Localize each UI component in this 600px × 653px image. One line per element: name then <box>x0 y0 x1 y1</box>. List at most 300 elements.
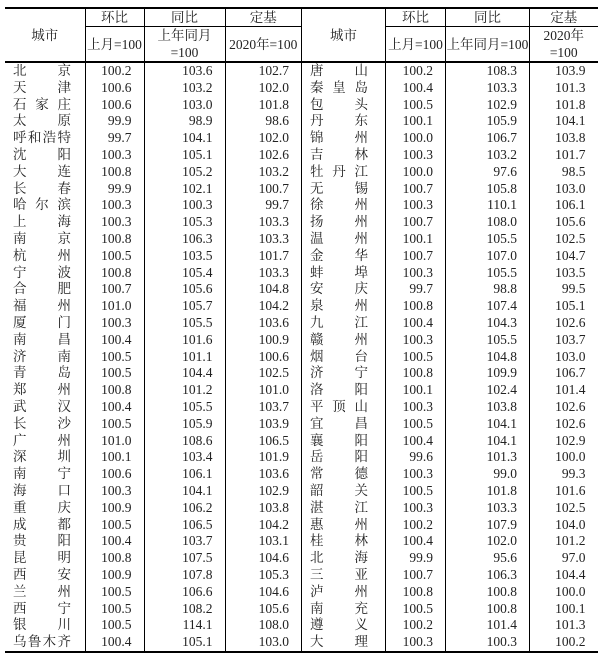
yoy-cell: 105.1 <box>144 147 225 164</box>
city-name: 丹 东 <box>310 113 368 129</box>
table-row <box>302 617 598 634</box>
mom-cell: 100.4 <box>386 315 446 332</box>
table-row <box>5 281 301 298</box>
mom-cell: 100.6 <box>85 80 144 97</box>
header-mom-base: 上月=100 <box>85 27 144 63</box>
city-cell <box>302 147 386 164</box>
yoy-cell: 106.5 <box>144 517 225 534</box>
city-name: 锦 州 <box>310 130 368 146</box>
fixed-base-cell: 104.6 <box>225 584 301 601</box>
mom-cell: 100.1 <box>386 382 446 399</box>
mom-cell: 100.5 <box>85 617 144 634</box>
table-row <box>302 349 598 366</box>
mom-cell: 99.9 <box>85 181 144 198</box>
city-name: 唐 山 <box>310 63 368 78</box>
city-cell <box>302 80 386 97</box>
city-name: 呼 和 浩 特 <box>13 130 71 146</box>
yoy-cell: 101.4 <box>446 617 530 634</box>
city-cell <box>5 500 85 517</box>
mom-cell: 100.7 <box>386 567 446 584</box>
yoy-cell: 105.8 <box>446 181 530 198</box>
mom-cell: 100.6 <box>85 97 144 114</box>
yoy-cell: 103.0 <box>144 97 225 114</box>
city-name: 桂 林 <box>310 533 368 549</box>
yoy-cell: 102.9 <box>446 97 530 114</box>
mom-cell: 100.5 <box>85 416 144 433</box>
city-cell <box>5 449 85 466</box>
city-cell <box>5 483 85 500</box>
fixed-base-cell: 101.8 <box>530 97 598 114</box>
table-row <box>5 315 301 332</box>
city-name: 北 京 <box>13 63 71 78</box>
fixed-base-cell: 101.3 <box>530 80 598 97</box>
table-row <box>302 449 598 466</box>
fixed-base-cell: 105.6 <box>530 214 598 231</box>
table-row <box>5 298 301 315</box>
mom-cell: 100.3 <box>386 634 446 652</box>
yoy-cell: 105.9 <box>144 416 225 433</box>
fixed-base-cell: 103.0 <box>530 181 598 198</box>
city-cell <box>5 147 85 164</box>
fixed-base-cell: 103.8 <box>225 500 301 517</box>
table-row <box>302 433 598 450</box>
city-cell <box>5 97 85 114</box>
yoy-cell: 105.9 <box>446 113 530 130</box>
price-index-table-left <box>5 7 301 653</box>
yoy-cell: 98.8 <box>446 281 530 298</box>
fixed-base-cell: 100.6 <box>225 349 301 366</box>
table-row <box>302 500 598 517</box>
fixed-base-cell: 103.6 <box>225 315 301 332</box>
mom-cell: 100.3 <box>386 197 446 214</box>
city-name: 兰 州 <box>13 583 71 599</box>
city-name: 金 华 <box>310 247 368 263</box>
yoy-cell: 102.4 <box>446 382 530 399</box>
city-cell <box>302 483 386 500</box>
header-fixed-base: 定基 <box>225 8 301 27</box>
table-row <box>5 567 301 584</box>
mom-cell: 100.5 <box>85 584 144 601</box>
fixed-base-cell: 100.1 <box>530 601 598 618</box>
mom-cell: 100.4 <box>386 433 446 450</box>
price-index-table-right <box>301 7 598 653</box>
header-city: 城市 <box>330 27 357 43</box>
yoy-cell: 105.5 <box>446 231 530 248</box>
table-row <box>5 214 301 231</box>
fixed-base-cell: 103.3 <box>225 265 301 282</box>
table-row <box>5 365 301 382</box>
city-cell <box>302 281 386 298</box>
table-body-right <box>302 62 598 652</box>
fixed-base-cell: 103.3 <box>225 231 301 248</box>
table-row <box>5 449 301 466</box>
yoy-cell: 101.8 <box>446 483 530 500</box>
yoy-cell: 100.8 <box>446 601 530 618</box>
table-header-right <box>302 8 598 62</box>
city-cell <box>5 365 85 382</box>
city-name: 杭 州 <box>13 247 71 263</box>
mom-cell: 100.5 <box>386 349 446 366</box>
city-name: 济 宁 <box>310 365 368 381</box>
city-cell <box>302 433 386 450</box>
city-cell <box>5 567 85 584</box>
table-row <box>302 281 598 298</box>
city-name: 郑 州 <box>13 382 71 398</box>
city-name: 蚌 埠 <box>310 264 368 280</box>
fixed-base-cell: 101.6 <box>530 483 598 500</box>
city-cell <box>302 500 386 517</box>
yoy-cell: 105.5 <box>144 315 225 332</box>
table-row <box>302 483 598 500</box>
city-name: 长 沙 <box>13 415 71 431</box>
yoy-cell: 107.4 <box>446 298 530 315</box>
header-yoy: 同比 <box>144 8 225 27</box>
table-row <box>5 399 301 416</box>
mom-cell: 100.7 <box>386 248 446 265</box>
city-name: 西 宁 <box>13 600 71 616</box>
table-row <box>302 214 598 231</box>
mom-cell: 100.5 <box>85 601 144 618</box>
city-cell <box>5 248 85 265</box>
city-cell <box>302 533 386 550</box>
table-row <box>302 332 598 349</box>
city-name: 重 庆 <box>13 499 71 515</box>
city-cell <box>5 634 85 652</box>
fixed-base-cell: 102.9 <box>225 483 301 500</box>
header-yoy-base: 上年同月=100 <box>446 27 530 63</box>
yoy-cell: 100.3 <box>446 634 530 652</box>
city-name: 湛 江 <box>310 499 368 515</box>
city-cell <box>5 349 85 366</box>
fixed-base-cell: 100.0 <box>530 584 598 601</box>
city-name: 惠 州 <box>310 516 368 532</box>
city-cell <box>302 449 386 466</box>
table-row <box>5 416 301 433</box>
yoy-cell: 101.6 <box>144 332 225 349</box>
city-cell <box>302 617 386 634</box>
city-cell <box>5 382 85 399</box>
mom-cell: 100.1 <box>386 231 446 248</box>
fixed-base-cell: 99.7 <box>225 197 301 214</box>
city-name: 青 岛 <box>13 365 71 381</box>
fixed-base-cell: 101.3 <box>530 617 598 634</box>
city-cell <box>5 181 85 198</box>
yoy-cell: 105.1 <box>144 634 225 652</box>
yoy-cell: 108.0 <box>446 214 530 231</box>
mom-cell: 99.9 <box>386 550 446 567</box>
city-cell <box>302 315 386 332</box>
fixed-base-cell: 103.6 <box>225 466 301 483</box>
city-cell <box>302 517 386 534</box>
city-name: 秦 皇 岛 <box>310 79 368 95</box>
city-cell <box>302 349 386 366</box>
city-cell <box>302 231 386 248</box>
city-name: 广 州 <box>13 432 71 448</box>
fixed-base-cell: 104.2 <box>225 517 301 534</box>
yoy-cell: 102.1 <box>144 181 225 198</box>
fixed-base-cell: 100.0 <box>530 449 598 466</box>
table-row <box>302 567 598 584</box>
fixed-base-cell: 106.7 <box>530 365 598 382</box>
city-name: 吉 林 <box>310 146 368 162</box>
table-row <box>5 147 301 164</box>
yoy-cell: 103.2 <box>446 147 530 164</box>
city-cell <box>302 550 386 567</box>
fixed-base-cell: 102.6 <box>530 315 598 332</box>
table-row <box>302 62 598 80</box>
table-row <box>5 466 301 483</box>
yoy-cell: 105.5 <box>446 265 530 282</box>
table-row <box>302 80 598 97</box>
fixed-base-cell: 101.4 <box>530 382 598 399</box>
mom-cell: 99.9 <box>85 113 144 130</box>
mom-cell: 100.3 <box>386 466 446 483</box>
yoy-cell: 106.1 <box>144 466 225 483</box>
table-row <box>5 617 301 634</box>
table-row <box>5 349 301 366</box>
city-name: 乌 鲁 木 齐 <box>13 634 71 650</box>
yoy-cell: 104.1 <box>446 433 530 450</box>
mom-cell: 100.1 <box>386 113 446 130</box>
city-name: 海 口 <box>13 482 71 498</box>
city-name: 深 圳 <box>13 449 71 465</box>
fixed-base-cell: 100.2 <box>530 634 598 652</box>
city-cell <box>5 315 85 332</box>
mom-cell: 100.3 <box>386 332 446 349</box>
table-row <box>5 265 301 282</box>
mom-cell: 100.8 <box>386 584 446 601</box>
yoy-cell: 104.8 <box>446 349 530 366</box>
fixed-base-cell: 104.8 <box>225 281 301 298</box>
city-cell <box>5 231 85 248</box>
fixed-base-cell: 101.0 <box>225 382 301 399</box>
table-row <box>302 298 598 315</box>
yoy-cell: 101.1 <box>144 349 225 366</box>
yoy-cell: 100.3 <box>144 197 225 214</box>
fixed-base-cell: 99.5 <box>530 281 598 298</box>
table-row <box>5 500 301 517</box>
city-name: 牡 丹 江 <box>310 163 368 179</box>
city-name: 九 江 <box>310 314 368 330</box>
yoy-cell: 104.4 <box>144 365 225 382</box>
city-name: 三 亚 <box>310 566 368 582</box>
city-name: 遵 义 <box>310 617 368 633</box>
mom-cell: 99.6 <box>386 449 446 466</box>
table-row <box>302 181 598 198</box>
city-name: 赣 州 <box>310 331 368 347</box>
mom-cell: 100.3 <box>85 483 144 500</box>
fixed-base-cell: 102.0 <box>225 130 301 147</box>
fixed-base-cell: 100.7 <box>225 181 301 198</box>
table-row <box>5 533 301 550</box>
yoy-cell: 101.3 <box>446 449 530 466</box>
city-cell <box>5 265 85 282</box>
fixed-base-cell: 104.2 <box>225 298 301 315</box>
mom-cell: 100.8 <box>85 550 144 567</box>
city-name: 大 连 <box>13 163 71 179</box>
city-cell <box>5 550 85 567</box>
fixed-base-cell: 105.3 <box>225 567 301 584</box>
yoy-cell: 109.9 <box>446 365 530 382</box>
yoy-cell: 106.3 <box>144 231 225 248</box>
city-name: 厦 门 <box>13 314 71 330</box>
city-cell <box>302 62 386 80</box>
table-row <box>5 248 301 265</box>
fixed-base-cell: 101.7 <box>530 147 598 164</box>
city-cell <box>302 113 386 130</box>
fixed-base-cell: 103.2 <box>225 164 301 181</box>
table-row <box>5 382 301 399</box>
city-name: 扬 州 <box>310 214 368 230</box>
table-row <box>302 164 598 181</box>
fixed-base-cell: 108.0 <box>225 617 301 634</box>
city-name: 襄 阳 <box>310 432 368 448</box>
mom-cell: 100.3 <box>386 399 446 416</box>
yoy-cell: 104.1 <box>144 483 225 500</box>
city-name: 大 理 <box>310 634 368 650</box>
city-name: 洛 阳 <box>310 382 368 398</box>
table-row <box>302 466 598 483</box>
city-name: 韶 关 <box>310 482 368 498</box>
fixed-base-cell: 101.9 <box>225 449 301 466</box>
city-name: 安 庆 <box>310 281 368 297</box>
yoy-cell: 105.5 <box>144 399 225 416</box>
yoy-cell: 103.4 <box>144 449 225 466</box>
city-cell <box>5 416 85 433</box>
fixed-base-cell: 102.5 <box>530 500 598 517</box>
yoy-cell: 104.3 <box>446 315 530 332</box>
fixed-base-cell: 104.7 <box>530 248 598 265</box>
mom-cell: 100.2 <box>386 517 446 534</box>
yoy-cell: 103.6 <box>144 62 225 80</box>
city-name: 温 州 <box>310 230 368 246</box>
price-index-tables <box>5 7 597 653</box>
city-cell <box>5 130 85 147</box>
mom-cell: 100.2 <box>386 617 446 634</box>
fixed-base-cell: 102.0 <box>225 80 301 97</box>
table-row <box>5 62 301 80</box>
mom-cell: 100.3 <box>85 315 144 332</box>
mom-cell: 100.8 <box>386 298 446 315</box>
city-cell <box>302 634 386 652</box>
mom-cell: 100.4 <box>386 80 446 97</box>
yoy-cell: 103.5 <box>144 248 225 265</box>
mom-cell: 100.7 <box>85 281 144 298</box>
mom-cell: 100.2 <box>85 62 144 80</box>
yoy-cell: 104.1 <box>446 416 530 433</box>
city-name: 哈 尔 滨 <box>13 197 71 213</box>
city-cell <box>302 601 386 618</box>
yoy-cell: 105.4 <box>144 265 225 282</box>
mom-cell: 100.6 <box>85 466 144 483</box>
city-cell <box>302 298 386 315</box>
city-name: 济 南 <box>13 348 71 364</box>
mom-cell: 100.7 <box>386 181 446 198</box>
table-row <box>302 550 598 567</box>
table-header-left <box>5 8 301 62</box>
city-cell <box>5 164 85 181</box>
city-name: 泉 州 <box>310 298 368 314</box>
fixed-base-cell: 102.6 <box>530 399 598 416</box>
yoy-cell: 103.3 <box>446 80 530 97</box>
table-row <box>5 483 301 500</box>
yoy-cell: 99.0 <box>446 466 530 483</box>
city-name: 太 原 <box>13 113 71 129</box>
mom-cell: 100.5 <box>386 97 446 114</box>
yoy-cell: 114.1 <box>144 617 225 634</box>
yoy-cell: 106.3 <box>446 567 530 584</box>
yoy-cell: 105.3 <box>144 214 225 231</box>
table-row <box>302 517 598 534</box>
yoy-cell: 95.6 <box>446 550 530 567</box>
city-name: 西 安 <box>13 566 71 582</box>
mom-cell: 100.4 <box>85 533 144 550</box>
mom-cell: 100.4 <box>85 634 144 652</box>
table-row <box>302 584 598 601</box>
table-row <box>5 197 301 214</box>
city-cell <box>302 365 386 382</box>
yoy-cell: 108.6 <box>144 433 225 450</box>
table-row <box>5 231 301 248</box>
city-name: 无 锡 <box>310 180 368 196</box>
city-cell <box>5 214 85 231</box>
city-cell <box>302 197 386 214</box>
header-city: 城市 <box>31 27 59 43</box>
table-row <box>302 365 598 382</box>
city-cell <box>5 332 85 349</box>
city-name: 烟 台 <box>310 348 368 364</box>
fixed-base-cell: 104.6 <box>225 550 301 567</box>
fixed-base-cell: 97.0 <box>530 550 598 567</box>
fixed-base-cell: 103.0 <box>530 349 598 366</box>
mom-cell: 100.4 <box>85 332 144 349</box>
city-cell <box>5 466 85 483</box>
mom-cell: 100.5 <box>386 601 446 618</box>
table-row <box>5 164 301 181</box>
yoy-cell: 103.3 <box>446 500 530 517</box>
header-fixed-base-year: 2020年=100 <box>225 27 301 63</box>
yoy-cell: 102.0 <box>446 533 530 550</box>
city-cell <box>302 399 386 416</box>
fixed-base-cell: 104.4 <box>530 567 598 584</box>
mom-cell: 100.2 <box>386 62 446 80</box>
fixed-base-cell: 103.7 <box>225 399 301 416</box>
mom-cell: 100.8 <box>85 382 144 399</box>
table-row <box>302 147 598 164</box>
city-name: 徐 州 <box>310 197 368 213</box>
city-name: 天 津 <box>13 79 71 95</box>
city-cell <box>5 533 85 550</box>
city-cell <box>5 113 85 130</box>
fixed-base-cell: 101.7 <box>225 248 301 265</box>
header-fixed-base: 定基 <box>530 8 598 27</box>
city-cell <box>5 298 85 315</box>
fixed-base-cell: 102.6 <box>530 416 598 433</box>
yoy-cell: 106.7 <box>446 130 530 147</box>
table-row <box>302 416 598 433</box>
table-row <box>302 601 598 618</box>
city-cell <box>302 164 386 181</box>
city-name: 常 德 <box>310 466 368 482</box>
fixed-base-cell: 102.5 <box>225 365 301 382</box>
mom-cell: 100.5 <box>85 248 144 265</box>
fixed-base-cell: 102.6 <box>225 147 301 164</box>
city-cell <box>5 281 85 298</box>
mom-cell: 99.7 <box>386 281 446 298</box>
fixed-base-cell: 102.5 <box>530 231 598 248</box>
mom-cell: 100.3 <box>386 500 446 517</box>
mom-cell: 100.5 <box>85 349 144 366</box>
